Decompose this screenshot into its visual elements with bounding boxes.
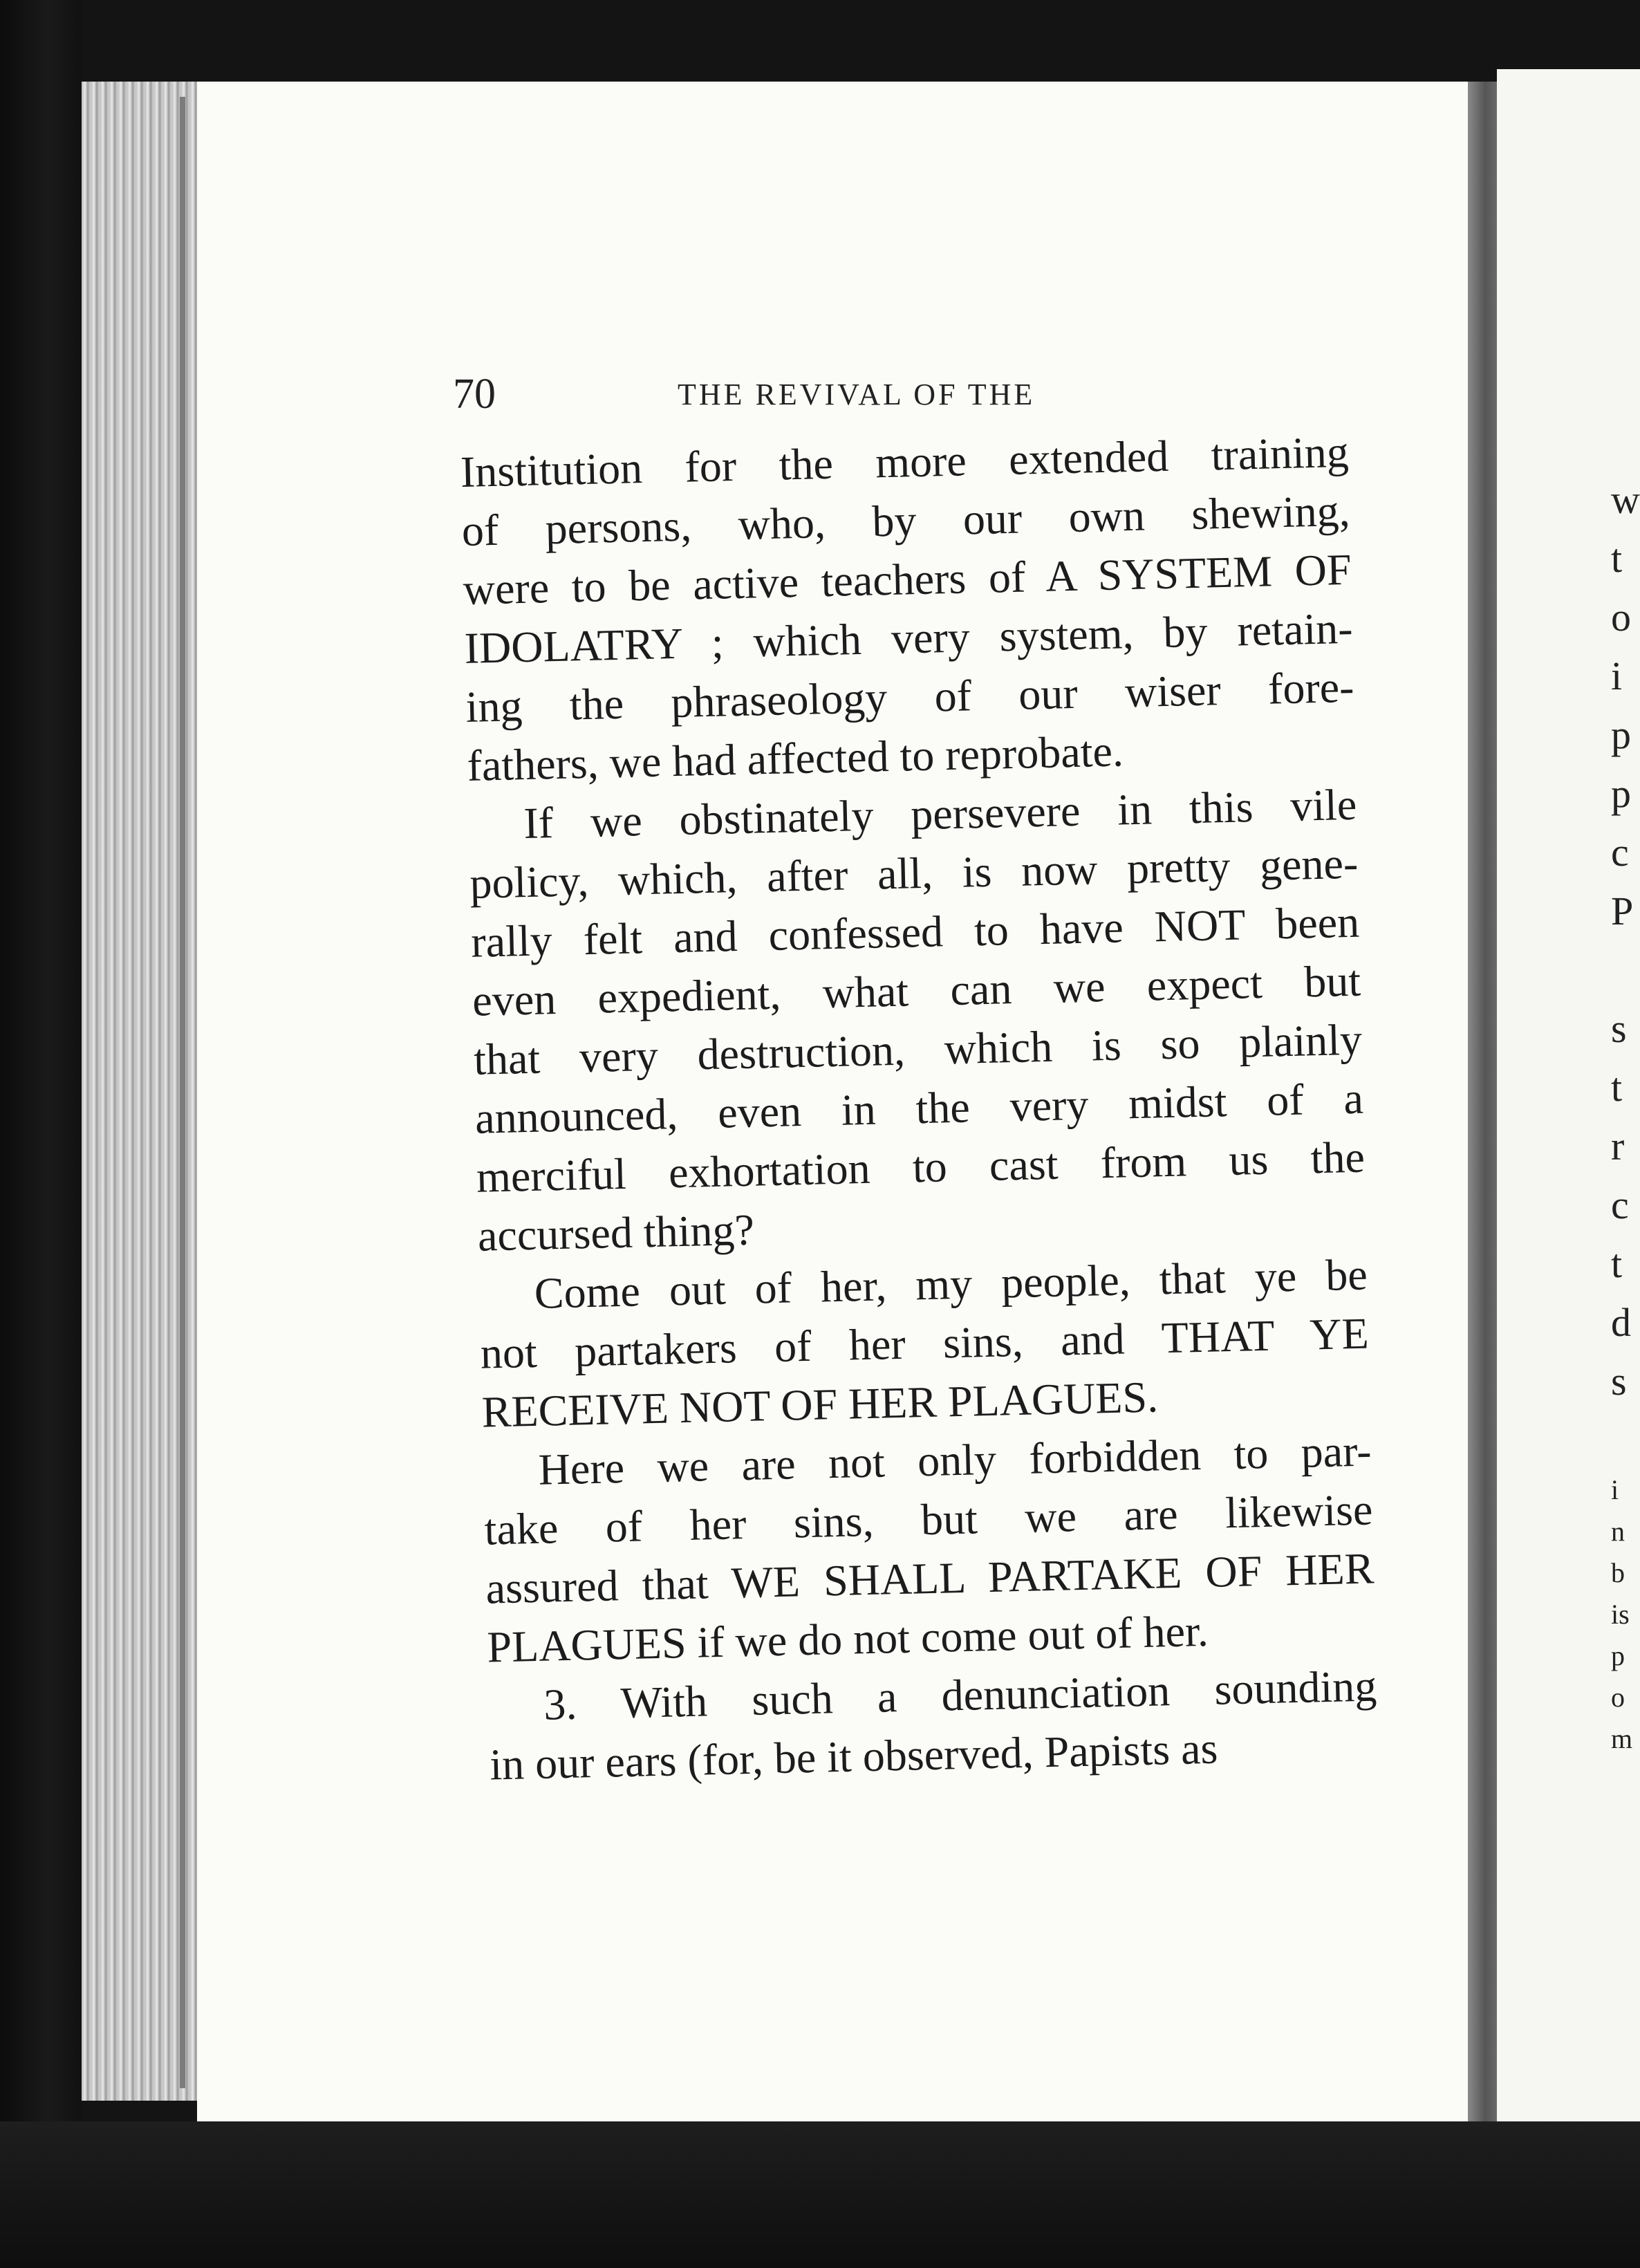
text-line: not partakers of her sins, and THAT YE: [480, 1308, 1370, 1378]
facing-page-fragment: t: [1611, 1241, 1623, 1286]
facing-page-fragment: i: [1611, 653, 1623, 698]
facing-page-footnote-fragment: o: [1611, 1682, 1625, 1713]
facing-page-fragment: s: [1611, 1006, 1627, 1051]
facing-page-fragment: r: [1611, 1124, 1625, 1169]
text-line: 3. With such a denunciation sounding: [543, 1661, 1377, 1729]
paragraph: [468, 775, 1367, 1265]
text-line: Here we are not only forbidden to par-: [537, 1426, 1372, 1494]
facing-page-footnote-fragment: i: [1611, 1474, 1619, 1505]
text-line: of persons, who, by our own shewing,: [461, 485, 1351, 555]
running-head: THE REVIVAL OF THE: [678, 378, 1036, 411]
text-line: were to be active teachers of A SYSTEM OF: [463, 544, 1352, 614]
facing-page-fragment: c: [1611, 1182, 1629, 1227]
paragraph: [478, 1245, 1370, 1442]
text-line: that very destruction, which is so plainly: [473, 1014, 1363, 1084]
facing-page-fragment: d: [1611, 1300, 1631, 1345]
page-header: [453, 370, 1352, 425]
facing-page-fragment: p: [1611, 712, 1631, 757]
facing-page-text-fragments: [1611, 470, 1640, 1760]
facing-page-fragment: t: [1611, 1065, 1623, 1110]
facing-page-footnote-fragment: p: [1611, 1640, 1625, 1671]
scanner-background-bottom: [0, 2121, 1640, 2268]
page-number: 70: [453, 371, 496, 418]
text-line: even expedient, what can we expect but: [472, 956, 1361, 1025]
text-line: ing the phraseology of our wiser fore-: [465, 662, 1355, 732]
text-line: policy, which, after all, is now pretty gene-: [469, 838, 1359, 908]
text-line: accursed thing?: [477, 1205, 755, 1261]
text-line: in our ears (for, be it observed, Papists as: [489, 1723, 1219, 1790]
text-line: IDOLATRY ; which very system, by retain-: [463, 603, 1354, 673]
paragraph: [487, 1656, 1379, 1794]
text-line: rally felt and confessed to have NOT been: [470, 897, 1360, 967]
facing-page-fragment: c: [1611, 830, 1629, 875]
facing-page-footnote-fragment: is: [1611, 1599, 1630, 1630]
text-line: Come out of her, my people, that ye be: [534, 1249, 1368, 1318]
facing-page-fragment: [1611, 940, 1640, 999]
facing-page-fragment: s: [1611, 1359, 1627, 1404]
facing-page-fragment: o: [1611, 595, 1631, 640]
facing-page-fragment: p: [1611, 771, 1631, 816]
page-edges-stack: [82, 82, 206, 2101]
text-line: If we obstinately persevere in this vile: [523, 779, 1358, 848]
text-line: merciful exhortation to cast from us the: [476, 1132, 1366, 1202]
text-line: announced, even in the very midst of a: [474, 1073, 1364, 1143]
scanner-background-left: [0, 0, 82, 2268]
text-line: assured that WE SHALL PARTAKE OF HER: [485, 1543, 1375, 1613]
text-line: take of her sins, but we are likewise: [483, 1485, 1374, 1554]
text-line: PLAGUES if we do not come out of her.: [486, 1606, 1209, 1672]
facing-page-footnote-fragment: n: [1611, 1516, 1625, 1547]
paragraph: [460, 422, 1356, 795]
text-line: RECEIVE NOT OF HER PLAGUES.: [481, 1372, 1159, 1437]
facing-page-fragment: w: [1611, 477, 1640, 522]
body-text: [460, 422, 1379, 1794]
facing-page-footnote-fragment: b: [1611, 1557, 1625, 1588]
book-gutter: [1468, 82, 1497, 2121]
facing-page-fragment: t: [1611, 536, 1623, 581]
paragraph: [483, 1421, 1376, 1676]
facing-page-fragment: P: [1611, 889, 1634, 933]
text-line: fathers, we had affected to reprobate.: [466, 726, 1124, 790]
facing-page-footnote-fragment: m: [1611, 1723, 1633, 1754]
text-line: Institution for the more extended training: [460, 427, 1350, 496]
page-edge-shadow: [180, 97, 185, 2088]
